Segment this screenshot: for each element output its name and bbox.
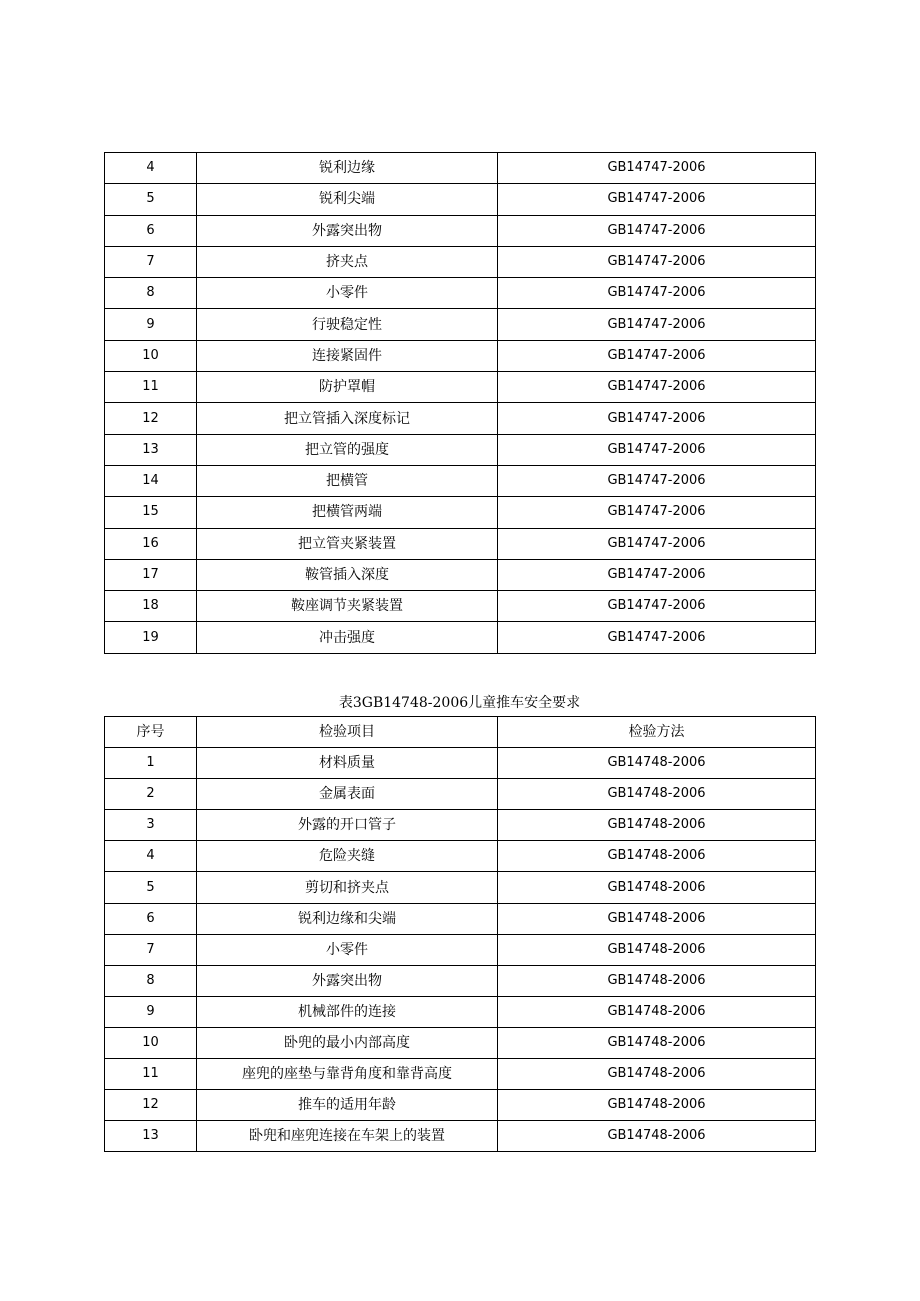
inspection-item: 小零件 bbox=[197, 278, 498, 309]
inspection-item: 锐利尖端 bbox=[197, 184, 498, 215]
inspection-item: 材料质量 bbox=[197, 748, 498, 779]
header-item: 检验项目 bbox=[197, 717, 498, 748]
inspection-method: GB14747-2006 bbox=[498, 372, 816, 403]
inspection-item: 危险夹缝 bbox=[197, 841, 498, 872]
inspection-item: 挤夹点 bbox=[197, 246, 498, 277]
row-number: 6 bbox=[105, 903, 197, 934]
inspection-method: GB14747-2006 bbox=[498, 528, 816, 559]
table-row bbox=[105, 591, 816, 622]
inspection-method: GB14748-2006 bbox=[498, 934, 816, 965]
inspection-method: GB14747-2006 bbox=[498, 340, 816, 371]
inspection-item: 外露突出物 bbox=[197, 215, 498, 246]
table-row bbox=[105, 278, 816, 309]
inspection-method: GB14747-2006 bbox=[498, 622, 816, 653]
table-row bbox=[105, 153, 816, 184]
table-row bbox=[105, 779, 816, 810]
row-number: 3 bbox=[105, 810, 197, 841]
inspection-item: 锐利边缘和尖端 bbox=[197, 903, 498, 934]
table-row bbox=[105, 996, 816, 1027]
table-row bbox=[105, 403, 816, 434]
inspection-method: GB14747-2006 bbox=[498, 497, 816, 528]
inspection-item: 卧兜的最小内部高度 bbox=[197, 1027, 498, 1058]
inspection-item: 鞍座调节夹紧装置 bbox=[197, 591, 498, 622]
table-row bbox=[105, 1027, 816, 1058]
table-row bbox=[105, 965, 816, 996]
row-number: 8 bbox=[105, 278, 197, 309]
inspection-item: 小零件 bbox=[197, 934, 498, 965]
stroller-safety-table-continued bbox=[104, 152, 816, 654]
inspection-method: GB14747-2006 bbox=[498, 246, 816, 277]
table-row bbox=[105, 309, 816, 340]
inspection-method: GB14747-2006 bbox=[498, 559, 816, 590]
inspection-method: GB14747-2006 bbox=[498, 465, 816, 496]
inspection-item: 把横管两端 bbox=[197, 497, 498, 528]
table-row bbox=[105, 810, 816, 841]
inspection-method: GB14748-2006 bbox=[498, 1090, 816, 1121]
row-number: 5 bbox=[105, 184, 197, 215]
table-row bbox=[105, 1121, 816, 1152]
row-number: 12 bbox=[105, 403, 197, 434]
table-row bbox=[105, 559, 816, 590]
inspection-method: GB14747-2006 bbox=[498, 184, 816, 215]
row-number: 4 bbox=[105, 841, 197, 872]
inspection-method: GB14748-2006 bbox=[498, 1027, 816, 1058]
inspection-item: 机械部件的连接 bbox=[197, 996, 498, 1027]
table1-body bbox=[105, 153, 816, 654]
row-number: 16 bbox=[105, 528, 197, 559]
row-number: 18 bbox=[105, 591, 197, 622]
inspection-method: GB14748-2006 bbox=[498, 1121, 816, 1152]
inspection-method: GB14747-2006 bbox=[498, 434, 816, 465]
inspection-method: GB14747-2006 bbox=[498, 403, 816, 434]
row-number: 12 bbox=[105, 1090, 197, 1121]
inspection-item: 锐利边缘 bbox=[197, 153, 498, 184]
table-caption: 表3GB14748-2006儿童推车安全要求 bbox=[338, 695, 581, 711]
inspection-item: 外露的开口管子 bbox=[197, 810, 498, 841]
table2-body bbox=[105, 717, 816, 1152]
inspection-method: GB14747-2006 bbox=[498, 591, 816, 622]
row-number: 1 bbox=[105, 748, 197, 779]
table-row bbox=[105, 872, 816, 903]
row-number: 8 bbox=[105, 965, 197, 996]
row-number: 15 bbox=[105, 497, 197, 528]
inspection-method: GB14748-2006 bbox=[498, 903, 816, 934]
row-number: 5 bbox=[105, 872, 197, 903]
table-row bbox=[105, 184, 816, 215]
row-number: 7 bbox=[105, 246, 197, 277]
table-row bbox=[105, 1059, 816, 1090]
inspection-method: GB14748-2006 bbox=[498, 841, 816, 872]
table-row bbox=[105, 841, 816, 872]
table-row bbox=[105, 497, 816, 528]
table-row bbox=[105, 434, 816, 465]
inspection-item: 行驶稳定性 bbox=[197, 309, 498, 340]
inspection-method: GB14748-2006 bbox=[498, 872, 816, 903]
inspection-method: GB14748-2006 bbox=[498, 1059, 816, 1090]
table-row bbox=[105, 903, 816, 934]
header-method: 检验方法 bbox=[498, 717, 816, 748]
inspection-method: GB14747-2006 bbox=[498, 278, 816, 309]
inspection-item: 防护罩帽 bbox=[197, 372, 498, 403]
inspection-item: 推车的适用年龄 bbox=[197, 1090, 498, 1121]
inspection-method: GB14748-2006 bbox=[498, 779, 816, 810]
inspection-item: 冲击强度 bbox=[197, 622, 498, 653]
inspection-method: GB14748-2006 bbox=[498, 965, 816, 996]
row-number: 4 bbox=[105, 153, 197, 184]
inspection-method: GB14748-2006 bbox=[498, 996, 816, 1027]
table-header-row bbox=[105, 717, 816, 748]
table-row bbox=[105, 372, 816, 403]
row-number: 9 bbox=[105, 996, 197, 1027]
row-number: 13 bbox=[105, 1121, 197, 1152]
table-row bbox=[105, 465, 816, 496]
pushchair-safety-table bbox=[104, 716, 816, 1152]
row-number: 6 bbox=[105, 215, 197, 246]
inspection-item: 外露突出物 bbox=[197, 965, 498, 996]
header-no: 序号 bbox=[105, 717, 197, 748]
table-row bbox=[105, 340, 816, 371]
row-number: 19 bbox=[105, 622, 197, 653]
inspection-method: GB14747-2006 bbox=[498, 153, 816, 184]
table-row bbox=[105, 246, 816, 277]
row-number: 11 bbox=[105, 372, 197, 403]
table-row bbox=[105, 1090, 816, 1121]
row-number: 10 bbox=[105, 340, 197, 371]
inspection-method: GB14747-2006 bbox=[498, 309, 816, 340]
row-number: 9 bbox=[105, 309, 197, 340]
inspection-method: GB14747-2006 bbox=[498, 215, 816, 246]
inspection-item: 把横管 bbox=[197, 465, 498, 496]
table-row bbox=[105, 934, 816, 965]
inspection-item: 剪切和挤夹点 bbox=[197, 872, 498, 903]
inspection-item: 座兜的座垫与靠背角度和靠背高度 bbox=[197, 1059, 498, 1090]
table-row bbox=[105, 748, 816, 779]
row-number: 2 bbox=[105, 779, 197, 810]
table-row bbox=[105, 622, 816, 653]
inspection-item: 把立管的强度 bbox=[197, 434, 498, 465]
inspection-method: GB14748-2006 bbox=[498, 810, 816, 841]
inspection-item: 金属表面 bbox=[197, 779, 498, 810]
row-number: 10 bbox=[105, 1027, 197, 1058]
row-number: 13 bbox=[105, 434, 197, 465]
row-number: 17 bbox=[105, 559, 197, 590]
inspection-method: GB14748-2006 bbox=[498, 748, 816, 779]
row-number: 14 bbox=[105, 465, 197, 496]
row-number: 7 bbox=[105, 934, 197, 965]
table-row bbox=[105, 528, 816, 559]
inspection-item: 卧兜和座兜连接在车架上的装置 bbox=[197, 1121, 498, 1152]
inspection-item: 把立管插入深度标记 bbox=[197, 403, 498, 434]
row-number: 11 bbox=[105, 1059, 197, 1090]
inspection-item: 鞍管插入深度 bbox=[197, 559, 498, 590]
inspection-item: 连接紧固件 bbox=[197, 340, 498, 371]
inspection-item: 把立管夹紧装置 bbox=[197, 528, 498, 559]
table-row bbox=[105, 215, 816, 246]
